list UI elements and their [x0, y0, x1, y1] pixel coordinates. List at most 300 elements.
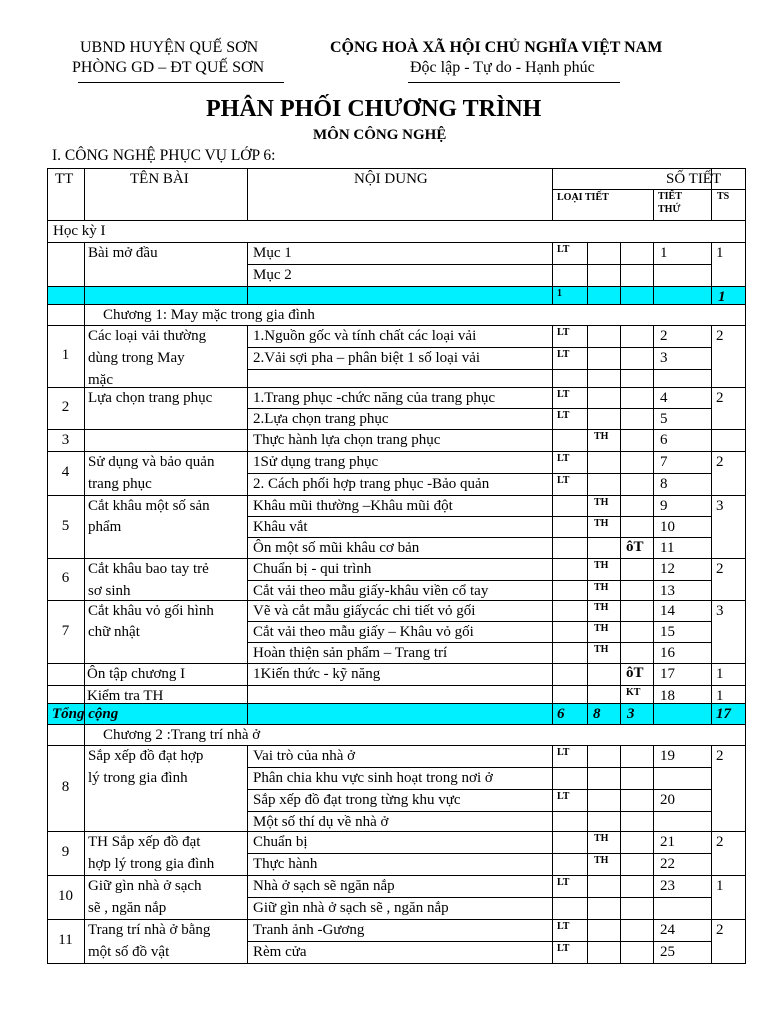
- table-rule: [47, 600, 85, 601]
- row-number: 3: [61, 432, 70, 448]
- type-lt: LT: [557, 453, 570, 464]
- table-rule: [620, 304, 654, 305]
- table-rule: [587, 580, 621, 581]
- lesson-content: Chuẩn bị - qui trình: [253, 561, 372, 577]
- table-rule: [47, 767, 48, 790]
- chapter-title: Chương 2 :Trang trí nhà ở: [103, 727, 261, 743]
- table-rule: [587, 853, 621, 854]
- table-rule: [552, 429, 588, 430]
- col-header-ten-bai: TÊN BÀI: [130, 171, 189, 187]
- table-rule: [711, 495, 746, 496]
- table-rule: [745, 580, 746, 601]
- table-rule: [247, 897, 248, 920]
- lesson-content: Tranh ảnh -Gương: [253, 922, 365, 938]
- table-rule: [587, 473, 621, 474]
- table-rule: [745, 264, 746, 287]
- table-rule: [587, 767, 621, 768]
- table-rule: [247, 621, 248, 643]
- table-rule: [587, 897, 621, 898]
- table-rule: [587, 451, 588, 474]
- table-rule: [552, 537, 553, 559]
- table-rule: [711, 724, 746, 725]
- period-number: 20: [660, 792, 675, 808]
- table-rule: [587, 919, 588, 942]
- table-rule: [84, 168, 85, 221]
- table-rule: [47, 724, 85, 725]
- table-rule: [552, 495, 588, 496]
- table-rule: [552, 897, 588, 898]
- table-rule: [552, 789, 588, 790]
- total-periods: 17: [716, 706, 731, 722]
- table-rule: [711, 621, 712, 643]
- table-rule: [552, 387, 588, 388]
- period-number: 3: [660, 350, 668, 366]
- table-rule: [552, 347, 553, 370]
- table-rule: [84, 831, 248, 832]
- table-rule: [247, 600, 248, 622]
- col-header-tiet-thu-2: THỨ: [658, 204, 681, 215]
- table-rule: [653, 919, 654, 942]
- table-rule: [711, 189, 712, 221]
- table-rule: [84, 724, 248, 725]
- table-rule: [745, 703, 746, 725]
- table-rule: [620, 663, 654, 664]
- table-rule: [711, 429, 712, 452]
- lesson-content: 1Sử dụng trang phục: [253, 454, 379, 470]
- table-rule: [620, 516, 654, 517]
- table-rule: [587, 853, 588, 876]
- table-rule: [620, 642, 654, 643]
- table-rule: [745, 685, 746, 704]
- table-rule: [653, 325, 654, 348]
- table-rule: [84, 745, 248, 746]
- table-rule: [84, 941, 85, 964]
- table-rule: [247, 919, 248, 942]
- table-rule: [620, 919, 621, 942]
- table-rule: [552, 451, 588, 452]
- table-rule: [247, 745, 248, 768]
- table-rule: [653, 516, 712, 517]
- row-number: 7: [61, 622, 70, 639]
- period-number: 7: [660, 454, 668, 470]
- table-rule: [84, 875, 248, 876]
- table-rule: [84, 663, 248, 664]
- table-rule: [84, 811, 85, 832]
- table-rule: [620, 369, 621, 388]
- table-rule: [620, 853, 654, 854]
- table-rule: [620, 558, 621, 581]
- table-rule: [84, 451, 85, 474]
- table-rule: [620, 429, 654, 430]
- table-rule: [711, 495, 712, 517]
- table-rule: [653, 789, 654, 812]
- table-rule: [84, 347, 85, 370]
- table-rule: [84, 495, 85, 517]
- table-rule: [620, 831, 621, 854]
- table-rule: [587, 919, 621, 920]
- table-rule: [84, 897, 85, 920]
- table-rule: [552, 495, 553, 517]
- table-rule: [552, 703, 553, 725]
- row-number: 1: [61, 347, 70, 363]
- table-rule: [711, 387, 712, 409]
- table-rule: [84, 495, 248, 496]
- type-th: TH: [594, 582, 609, 593]
- table-rule: [552, 264, 553, 287]
- table-rule: [653, 621, 712, 622]
- table-rule: [247, 408, 248, 430]
- table-rule: [247, 663, 553, 664]
- table-rule: [587, 642, 588, 664]
- table-rule: [247, 831, 248, 854]
- table-rule: [84, 963, 248, 964]
- table-rule: [587, 429, 588, 452]
- table-rule: [587, 429, 621, 430]
- table-rule: [247, 347, 248, 370]
- total-periods: 3: [716, 603, 724, 619]
- table-rule: [620, 897, 621, 920]
- table-rule: [47, 941, 48, 964]
- table-rule: [587, 495, 621, 496]
- total-periods: 1: [716, 688, 724, 704]
- table-rule: [84, 325, 85, 348]
- table-rule: [47, 558, 85, 559]
- table-rule: [620, 264, 654, 265]
- period-number: 5: [660, 411, 668, 427]
- table-rule: [620, 703, 621, 725]
- period-number: 22: [660, 856, 675, 872]
- table-rule: [247, 875, 553, 876]
- lesson-content: 2.Lựa chọn trang phục: [253, 411, 389, 427]
- table-rule: [47, 242, 85, 243]
- table-rule: [587, 941, 588, 964]
- table-rule: [653, 451, 712, 452]
- table-rule: [653, 875, 654, 898]
- table-rule: [47, 621, 48, 643]
- table-rule: [47, 387, 85, 388]
- table-rule: [711, 387, 746, 388]
- row-number: 4: [61, 464, 70, 480]
- table-rule: [84, 558, 248, 559]
- table-rule: [745, 941, 746, 964]
- table-rule: [653, 387, 654, 409]
- table-rule: [711, 242, 746, 243]
- table-rule: [711, 941, 712, 964]
- table-rule: [247, 919, 553, 920]
- total-periods: 2: [716, 390, 724, 406]
- table-rule: [587, 724, 621, 725]
- table-rule: [552, 286, 588, 287]
- lesson-name: Sử dụng và bảo quản: [88, 454, 215, 470]
- table-rule: [745, 537, 746, 559]
- table-rule: [711, 600, 712, 622]
- table-rule: [84, 919, 248, 920]
- table-rule: [247, 347, 553, 348]
- table-rule: [653, 242, 712, 243]
- lesson-content: Cắt vải theo mẫu giấy-khâu viền cổ tay: [253, 583, 489, 599]
- table-rule: [84, 558, 85, 581]
- table-rule: [552, 831, 588, 832]
- table-rule: [745, 600, 746, 622]
- table-rule: [745, 347, 746, 370]
- period-number: 18: [660, 688, 675, 704]
- table-rule: [47, 264, 48, 287]
- table-rule: [653, 897, 654, 920]
- total-periods: 1: [716, 245, 724, 261]
- table-rule: [711, 875, 712, 898]
- table-rule: [587, 325, 588, 348]
- table-rule: [711, 831, 746, 832]
- table-rule: [552, 429, 553, 452]
- table-rule: [47, 745, 85, 746]
- table-rule: [552, 600, 588, 601]
- table-rule: [620, 941, 621, 964]
- table-rule: [47, 242, 48, 265]
- table-rule: [587, 558, 588, 581]
- lesson-content: Một số thí dụ về nhà ở: [253, 814, 389, 830]
- table-rule: [552, 685, 588, 686]
- table-rule: [84, 429, 85, 452]
- table-rule: [745, 451, 746, 474]
- table-rule: [247, 685, 553, 686]
- table-rule: [552, 580, 588, 581]
- table-rule: [47, 495, 48, 517]
- table-rule: [745, 304, 746, 326]
- table-rule: [587, 685, 621, 686]
- table-rule: [653, 189, 654, 221]
- table-rule: [247, 580, 553, 581]
- total-periods: 2: [716, 922, 724, 938]
- type-th: 8: [593, 706, 601, 722]
- table-rule: [620, 897, 654, 898]
- table-rule: [552, 642, 588, 643]
- table-rule: [84, 724, 85, 746]
- table-rule: [711, 304, 746, 305]
- table-rule: [84, 286, 248, 287]
- table-rule: [711, 703, 712, 725]
- type-th: TH: [594, 833, 609, 844]
- table-rule: [653, 642, 654, 664]
- period-number: 1: [660, 245, 668, 261]
- table-rule: [587, 408, 588, 430]
- table-rule: [47, 831, 85, 832]
- table-rule: [552, 919, 588, 920]
- table-rule: [745, 429, 746, 452]
- table-rule: [247, 537, 248, 559]
- table-rule: [711, 408, 712, 430]
- total-label: Tổng cộng: [52, 706, 119, 722]
- table-rule: [47, 600, 48, 622]
- table-rule: [745, 286, 746, 305]
- table-rule: [247, 941, 553, 942]
- table-rule: [552, 558, 553, 581]
- table-rule: [745, 558, 746, 581]
- table-rule: [653, 685, 712, 686]
- table-rule: [653, 663, 712, 664]
- table-rule: [47, 495, 85, 496]
- table-rule: [247, 875, 248, 898]
- table-rule: [84, 853, 85, 876]
- table-rule: [653, 724, 712, 725]
- table-rule: [47, 685, 48, 704]
- lesson-name: trang phục: [88, 476, 152, 492]
- table-rule: [552, 831, 553, 854]
- table-rule: [653, 429, 712, 430]
- table-rule: [711, 663, 712, 686]
- table-rule: [247, 558, 553, 559]
- table-rule: [247, 242, 553, 243]
- lesson-name: mặc: [88, 372, 113, 388]
- table-rule: [84, 767, 85, 790]
- org-name: UBND HUYỆN QUẾ SƠN: [80, 39, 259, 56]
- table-rule: [620, 685, 654, 686]
- period-number: 21: [660, 834, 675, 850]
- table-rule: [587, 831, 621, 832]
- lesson-name: TH Sắp xếp đồ đạt: [88, 834, 201, 850]
- table-rule: [587, 537, 621, 538]
- table-rule: [552, 286, 553, 305]
- table-rule: [247, 387, 248, 409]
- period-number: 13: [660, 583, 675, 599]
- table-rule: [247, 286, 553, 287]
- table-rule: [587, 537, 588, 559]
- type-th: TH: [594, 497, 609, 508]
- table-rule: [745, 897, 746, 920]
- table-rule: [653, 663, 654, 686]
- table-rule: [653, 811, 654, 832]
- table-rule: [47, 811, 48, 832]
- table-rule: [653, 495, 712, 496]
- table-rule: [552, 264, 588, 265]
- table-rule: [653, 642, 712, 643]
- lesson-content: Vai trò của nhà ở: [253, 748, 356, 764]
- table-rule: [247, 621, 553, 622]
- table-rule: [552, 724, 588, 725]
- table-rule: [247, 853, 248, 876]
- lesson-name: lý trong gia đình: [88, 770, 188, 786]
- table-rule: [247, 558, 248, 581]
- table-rule: [84, 516, 85, 538]
- table-rule: [653, 264, 654, 287]
- table-rule: [247, 264, 553, 265]
- table-rule: [587, 685, 588, 704]
- lesson-content: 1Kiến thức - kỹ năng: [253, 666, 381, 682]
- table-rule: [745, 875, 746, 898]
- table-rule: [247, 408, 553, 409]
- table-rule: [247, 325, 553, 326]
- table-rule: [653, 451, 654, 474]
- table-rule: [620, 580, 621, 601]
- table-rule: [84, 600, 85, 622]
- table-rule: [84, 286, 85, 305]
- table-rule: [247, 264, 248, 287]
- lesson-name: chữ nhật: [88, 624, 140, 640]
- lesson-name: Giữ gìn nhà ở sạch: [88, 878, 202, 894]
- table-rule: [711, 745, 746, 746]
- lesson-content: Khâu vắt: [253, 519, 308, 535]
- total-periods: 2: [716, 748, 724, 764]
- table-rule: [620, 347, 654, 348]
- table-rule: [587, 831, 588, 854]
- row-number: 6: [61, 570, 70, 586]
- lesson-content: Nhà ở sạch sẽ ngăn nắp: [253, 878, 395, 894]
- table-rule: [711, 347, 712, 370]
- table-rule: [84, 621, 85, 643]
- table-rule: [552, 963, 588, 964]
- table-rule: [653, 703, 654, 725]
- table-rule: [552, 919, 553, 942]
- table-rule: [653, 600, 654, 622]
- type-lt: LT: [557, 943, 570, 954]
- table-rule: [587, 242, 621, 243]
- table-rule: [84, 789, 85, 812]
- total-periods: 1: [716, 666, 724, 682]
- table-rule: [711, 537, 712, 559]
- lesson-content: Sắp xếp đồ đạt trong từng khu vực: [253, 792, 461, 808]
- table-rule: [84, 242, 248, 243]
- table-rule: [247, 831, 553, 832]
- table-rule: [47, 429, 85, 430]
- table-rule: [84, 242, 85, 265]
- table-rule: [745, 767, 746, 790]
- table-rule: [47, 473, 48, 496]
- table-rule: [552, 580, 553, 601]
- table-rule: [653, 919, 712, 920]
- table-rule: [552, 347, 588, 348]
- highlight-row: [48, 704, 745, 724]
- table-rule: [552, 369, 588, 370]
- chapter-title: Chương 1: May mặc trong gia đình: [103, 307, 315, 323]
- table-rule: [247, 789, 553, 790]
- table-rule: [711, 451, 712, 474]
- table-rule: [552, 745, 588, 746]
- table-rule: [247, 495, 248, 517]
- table-rule: [620, 621, 621, 643]
- table-rule: [711, 325, 746, 326]
- table-rule: [711, 897, 712, 920]
- table-rule: [745, 853, 746, 876]
- table-rule: [552, 875, 588, 876]
- table-rule: [247, 369, 553, 370]
- table-rule: [620, 663, 621, 686]
- col-header-so-tiet: SỐ TIẾT: [666, 171, 722, 187]
- table-rule: [653, 600, 712, 601]
- table-rule: [711, 642, 712, 664]
- table-rule: [711, 745, 712, 768]
- type-lt: LT: [557, 327, 570, 338]
- table-rule: [84, 600, 248, 601]
- table-rule: [620, 387, 621, 409]
- lesson-name: phẩm: [88, 519, 122, 535]
- table-rule: [587, 369, 621, 370]
- table-rule: [552, 516, 553, 538]
- table-rule: [745, 495, 746, 517]
- table-rule: [711, 919, 712, 942]
- period-number: 23: [660, 878, 675, 894]
- table-rule: [47, 724, 48, 746]
- type-th: TH: [594, 623, 609, 634]
- lesson-content: Thực hành: [253, 856, 318, 872]
- table-rule: [653, 429, 654, 452]
- table-rule: [711, 600, 746, 601]
- table-rule: [552, 853, 588, 854]
- table-rule: [711, 451, 746, 452]
- table-rule: [711, 685, 746, 686]
- table-rule: [653, 789, 712, 790]
- lesson-content: Rèm cửa: [253, 944, 307, 960]
- period-number: 15: [660, 624, 675, 640]
- table-rule: [745, 387, 746, 409]
